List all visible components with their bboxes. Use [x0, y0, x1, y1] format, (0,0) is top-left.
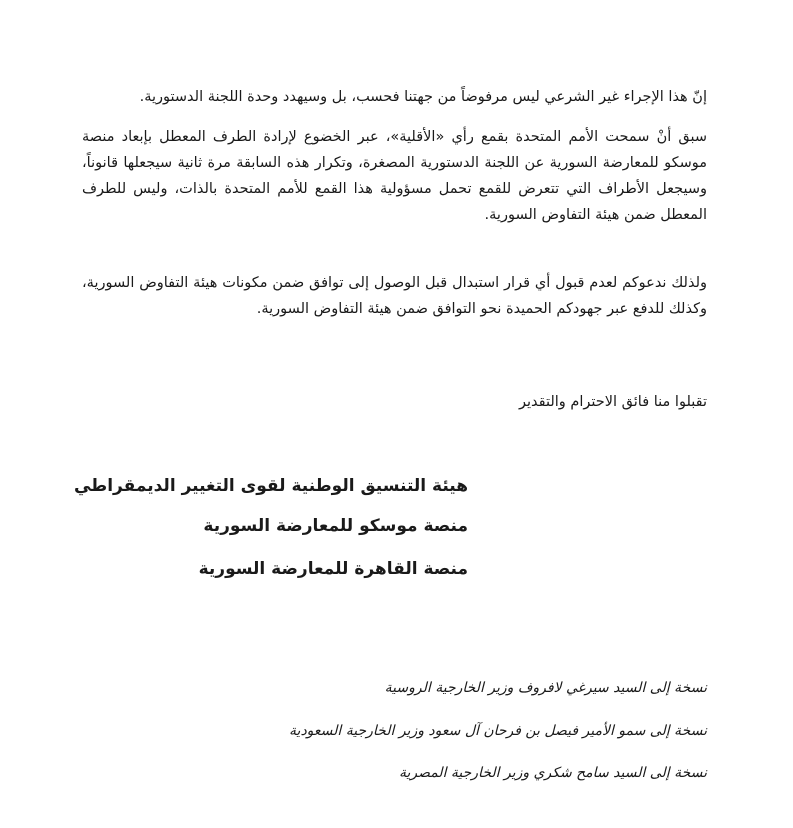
paragraph-3: ولذلك ندعوكم لعدم قبول أي قرار استبدال قبل الوصول إلى توافق ضمن مكونات هيئة التفاوض السورية، وكذلك للدفع عبر جهودكم الحميدة نحو التوافق ضمن هيئة التفاوض السورية.: [82, 275, 707, 317]
copy-recipient-saudi: نسخة إلى سمو الأمير فيصل بن فرحان آل سعود وزير الخارجية السعودية: [289, 723, 707, 739]
paragraph-1: إنّ هذا الإجراء غير الشرعي ليس مرفوضاً من جهتنا فحسب، بل وسيهدد وحدة اللجنة الدستورية.: [139, 89, 707, 105]
copy-recipient-russia: نسخة إلى السيد سيرغي لافروف وزير الخارجية الروسية: [384, 680, 707, 696]
copy-recipient-egypt: نسخة إلى السيد سامح شكري وزير الخارجية المصرية: [398, 765, 707, 781]
signatory-cairo-platform: منصة القاهرة للمعارضة السورية: [198, 559, 468, 579]
signatory-moscow-platform: منصة موسكو للمعارضة السورية: [203, 516, 468, 536]
closing-line: تقبلوا منا فائق الاحترام والتقدير: [519, 394, 707, 410]
signatory-ncb: هيئة التنسيق الوطنية لقوى التغيير الديمقراطي: [73, 476, 468, 496]
paragraph-2: سبق أنْ سمحت الأمم المتحدة بقمع رأي «الأقلية»، عبر الخضوع لإرادة الطرف المعطل بإبعاد منصة موسكو للمعارضة السورية عن اللجنة الدستورية المصغرة، وتكرار هذه السابقة مرة ثانية سيجعلها قانوناً، وسيجعل الأطراف التي تتعرض للقمع تحمل مسؤولية هذا القمع للأمم المتحدة بالذات، وليس للطرف المعطل ضمن هيئة التفاوض السورية.: [82, 129, 707, 223]
